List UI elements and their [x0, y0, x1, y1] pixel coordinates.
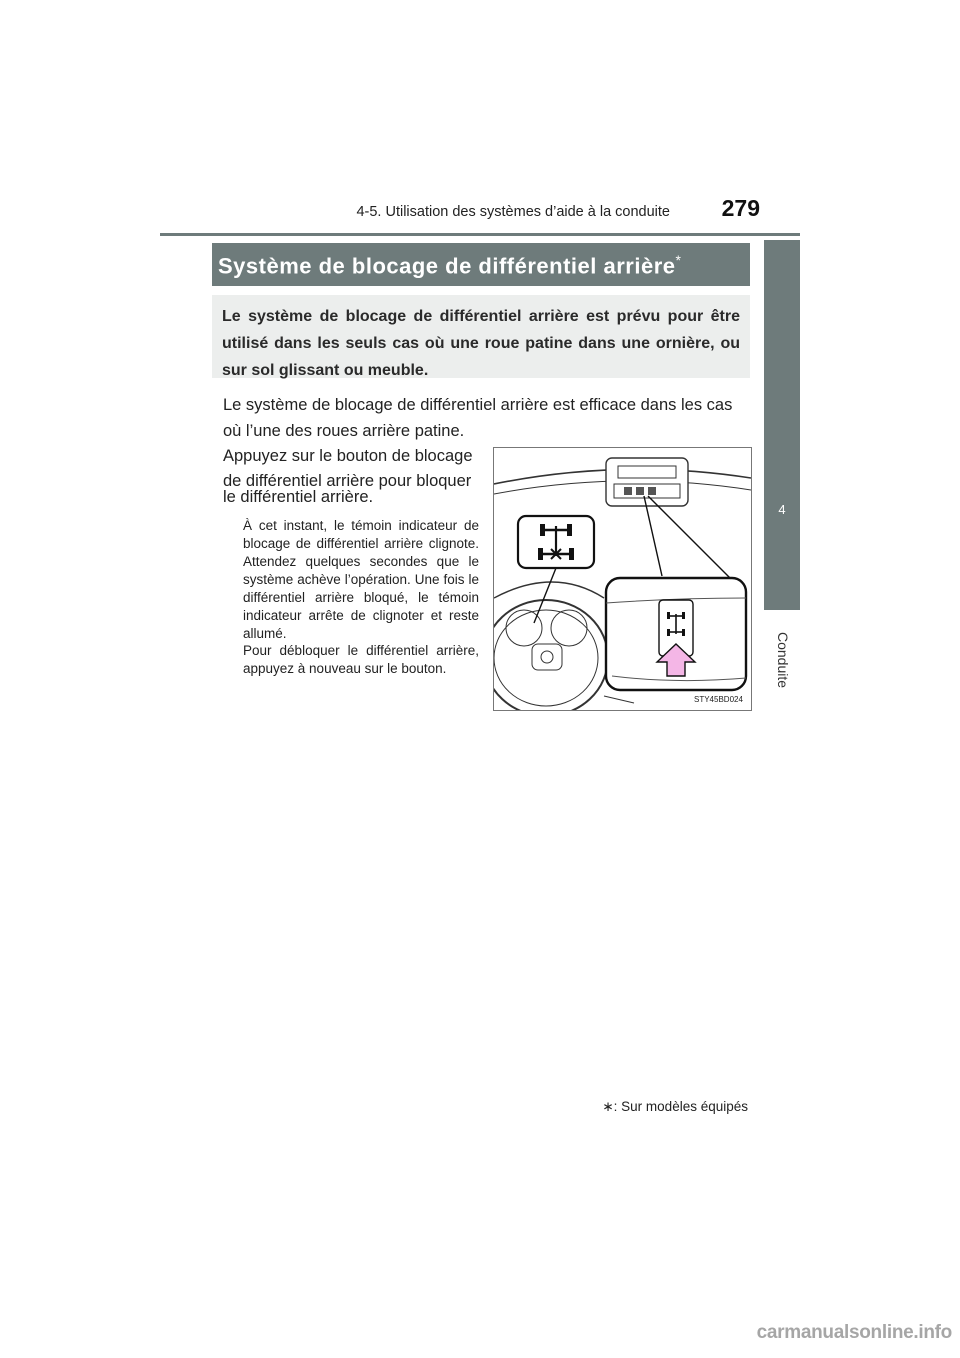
section-title-bar — [212, 243, 750, 286]
steering-wheel — [494, 600, 608, 710]
dashboard-figure — [493, 447, 752, 711]
intro-text: Le système de blocage de différentiel arrière est prévu pour être utilisé dans les seuls cas où une roue patine dans une ornière, ou sur sol glissant ou meuble. — [222, 308, 740, 379]
instruction-line-2: de différentiel arrière pour bloquer — [223, 472, 472, 490]
figure-code: STY45BD024 — [694, 695, 743, 704]
instruction-line-3: le différentiel arrière. — [223, 488, 374, 506]
body-line-1: Le système de blocage de différentiel arrière est efficace dans les cas — [223, 396, 733, 414]
chapter-label-text: Conduite — [775, 631, 791, 689]
footnote-text: : Sur modèles équipés — [613, 1099, 748, 1114]
body-line-2: où l’une des roues arrière patine. — [223, 422, 465, 440]
footnote-symbol: ∗ — [602, 1099, 614, 1114]
intro-box — [212, 295, 750, 378]
footnote — [580, 1099, 748, 1115]
chapter-side-tab — [764, 240, 800, 610]
chapter-number: 4 — [778, 502, 786, 517]
overhead-console — [606, 458, 688, 506]
differential-lock-indicator-icon — [518, 516, 594, 568]
note-blinking: À cet instant, le témoin indicateur de blocage de différentiel arrière clignote. Attendez quelques secondes que le système achève l’opération. Une fois le différentiel arrière bloqué, le témoin indicateur arrête de clignoter et reste allumé. — [243, 518, 479, 641]
header-section-title: 4-5. Utilisation des systèmes d’aide à la conduite — [356, 204, 670, 220]
instruction-line-1: Appuyez sur le bouton de blocage — [223, 447, 473, 465]
chapter-label — [766, 630, 800, 690]
page-number: 279 — [721, 195, 760, 221]
header-rule — [160, 233, 800, 236]
note-unlock: Pour débloquer le différentiel arrière, appuyez à nouveau sur le bouton. — [243, 643, 479, 676]
section-title: Système de blocage de différentiel arrière — [218, 253, 676, 279]
zoom-callout — [606, 578, 746, 690]
watermark: carmanualsonline.info — [756, 1322, 952, 1343]
title-asterisk: * — [675, 252, 682, 268]
